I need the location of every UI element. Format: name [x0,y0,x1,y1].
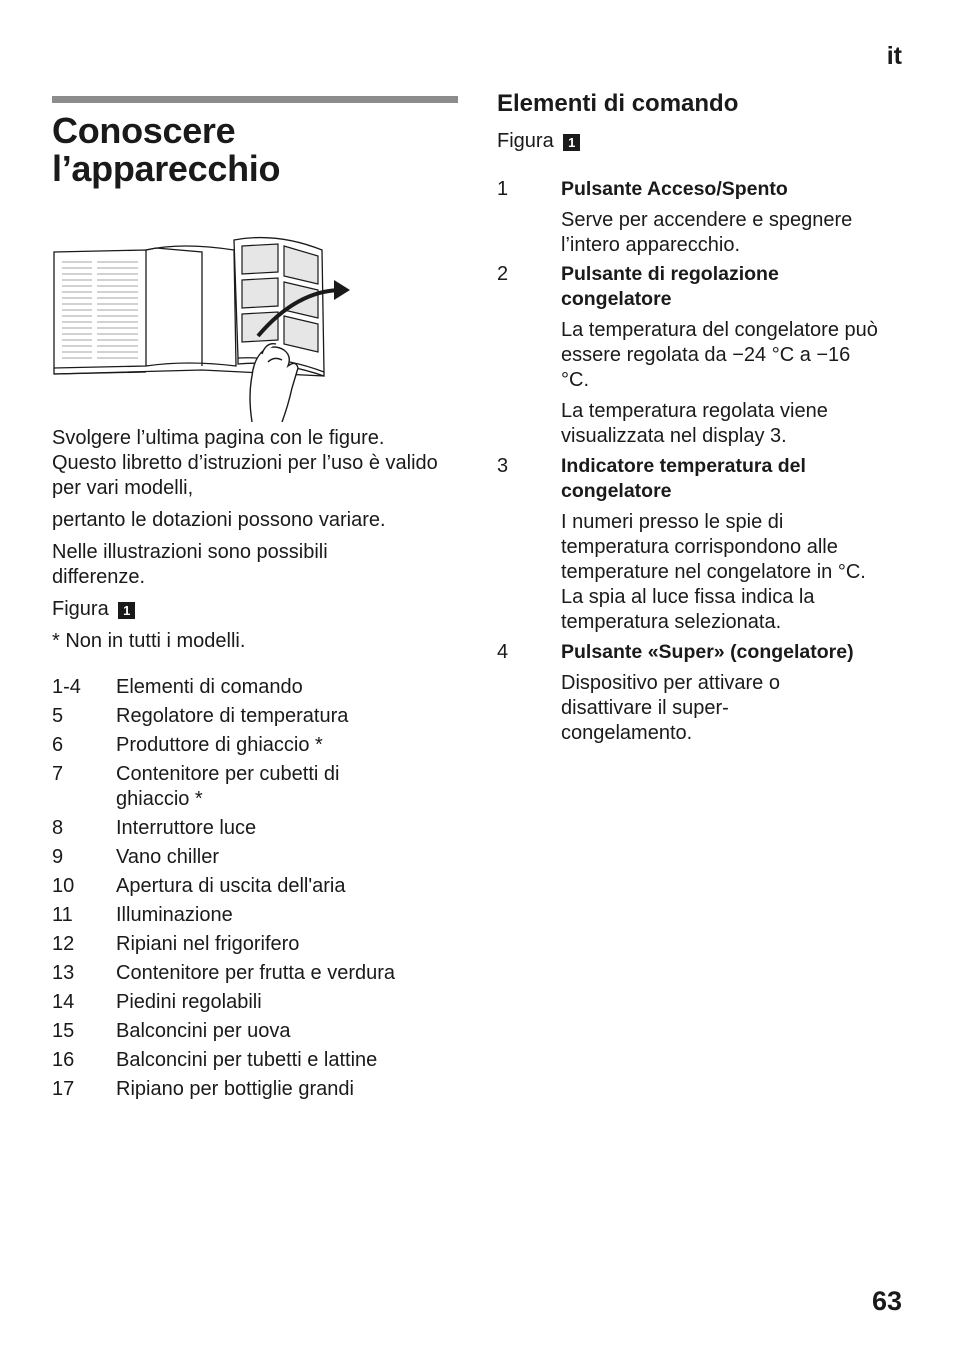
list-item [52,733,462,758]
item-number: 8 [52,817,64,839]
list-item [52,1048,462,1073]
figure-number-badge: 1 [563,134,580,151]
item-label: Elementi di comando [116,676,303,698]
item-number: 11 [52,904,73,926]
item-label: Piedini regolabili [116,991,262,1013]
item-number: 16 [52,1049,75,1071]
control-description: I numeri presso le spie di temperatura corrispondono alle temperature nel congelatore in °C. La spia al luce fissa indica la temperatura selezionata. [561,511,866,633]
footnote: * Non in tutti i modelli. [52,630,246,652]
control-number: 1 [497,178,509,200]
control-description: Dispositivo per attivare o disattivare il super-congelamento. [561,672,780,744]
control-item [497,262,897,449]
item-number: 15 [52,1020,75,1042]
list-item [52,903,462,928]
item-label: Contenitore per frutta e verdura [116,962,396,984]
list-item [52,932,462,957]
item-label: Apertura di uscita dell'aria [116,875,346,897]
item-number: 17 [52,1078,75,1100]
list-item [52,874,462,899]
item-number: 9 [52,846,64,868]
page-number: 63 [871,1286,902,1316]
item-label: Produttore di ghiaccio * [116,734,323,756]
control-item [497,640,897,746]
item-number: 13 [52,962,75,984]
control-number: 3 [497,455,509,477]
item-label: Ripiani nel frigorifero [116,933,300,955]
control-item [497,454,897,635]
intro-paragraph-3: Nelle illustrazioni sono possibili differenze. [52,541,328,588]
item-number: 1-4 [52,676,81,698]
figure-label: Figura [497,130,554,152]
language-label: it [886,42,902,70]
item-label: Vano chiller [116,846,220,868]
control-description: La temperatura regolata viene visualizzata nel display 3. [561,400,828,447]
component-list [52,675,462,1106]
control-description: La temperatura del congelatore può essere regolata da −24 °C a −16 °C. [561,319,878,391]
item-label: Illuminazione [116,904,233,926]
page-title: Conoscere l’apparecchio [52,110,281,189]
item-label: Balconcini per tubetti e lattine [116,1049,378,1071]
item-number: 5 [52,705,64,727]
control-title: Pulsante di regolazione congelatore [561,263,779,310]
section-rule [52,96,458,103]
item-label: Ripiano per bottiglie grandi [116,1078,354,1100]
unfold-booklet-illustration [52,226,362,422]
item-label: Regolatore di temperatura [116,705,349,727]
figure-number-badge: 1 [118,602,135,619]
control-title: Pulsante Acceso/Spento [561,178,788,200]
list-item [52,1077,462,1102]
item-number: 14 [52,991,75,1013]
item-number: 6 [52,734,64,756]
item-label: Balconcini per uova [116,1020,291,1042]
item-number: 7 [52,763,64,785]
control-title: Pulsante «Super» (congelatore) [561,641,854,663]
list-item [52,704,462,729]
control-item [497,177,897,258]
list-item [52,675,462,700]
item-number: 12 [52,933,75,955]
intro-paragraph-2: pertanto le dotazioni possono variare. [52,509,386,531]
list-item [52,990,462,1015]
item-label: Contenitore per cubetti di ghiaccio * [116,763,340,810]
section-heading: Elementi di comando [497,90,739,117]
control-description: Serve per accendere e spegnere l’intero apparecchio. [561,209,853,256]
item-number: 10 [52,875,75,897]
figure-reference-right [497,129,580,154]
list-item [52,845,462,870]
figure-label: Figura [52,598,109,620]
item-label: Interruttore luce [116,817,257,839]
control-title: Indicatore temperatura del congelatore [561,455,806,502]
list-item [52,816,462,841]
control-number: 4 [497,641,509,663]
list-item [52,1019,462,1044]
list-item [52,762,462,812]
list-item [52,961,462,986]
intro-paragraph: Svolgere l’ultima pagina con le figure. Questo libretto d’istruzioni per l’uso è valido per vari modelli, [52,427,438,499]
figure-reference [52,597,135,622]
control-number: 2 [497,263,509,285]
